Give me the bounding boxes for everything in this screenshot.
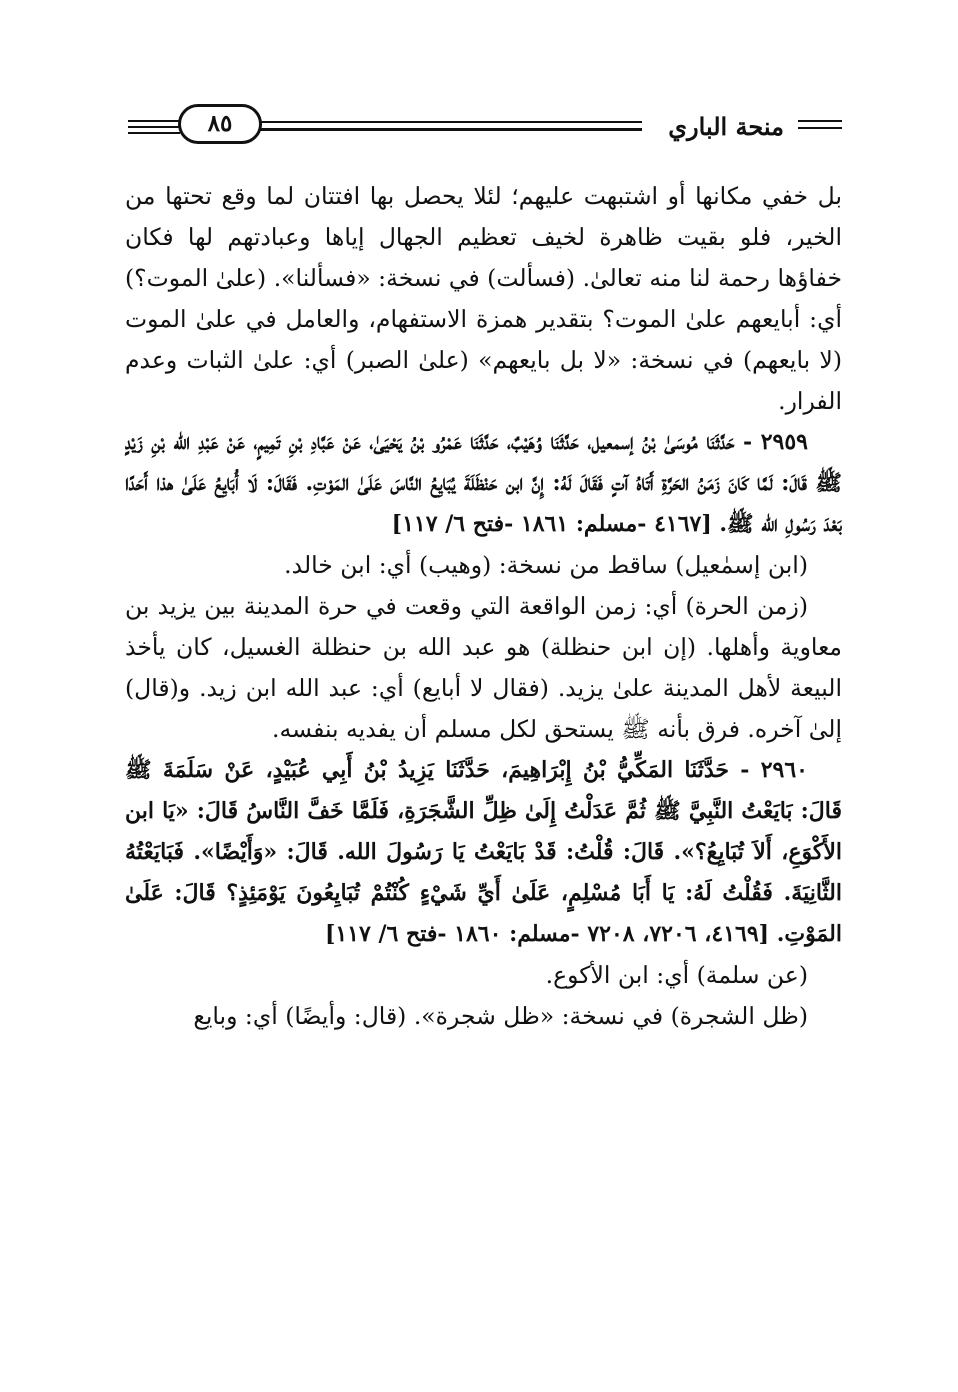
header-rule bbox=[798, 120, 842, 122]
commentary-paragraph: بل خفي مكانها أو اشتبهت عليهم؛ لئلا يحصل بها افتتان لما وقع تحتها من الخير، فلو بقيت ظاهرة لخيف تعظيم الجهال إياها وعبادتهم لها فكان خفاؤها رحمة لنا منه تعالىٰ. (فسألت) في نسخة: «فسألنا». (علىٰ الموت؟) أي: أبايعهم علىٰ الموت؟ بتقدير همزة الاستفهام، والعامل في علىٰ الموت (لا بايعهم) في نسخة: «لا بل بايعهم» (علىٰ الصبر) أي: علىٰ الثبات وعدم الفرار. bbox=[125, 182, 842, 415]
header-rule bbox=[128, 120, 180, 122]
hadith-text: ٢٩٦٠ - حَدَّثَنَا المَكِّيُّ بْنُ إِبْرَاهِيمَ، حَدَّثَنَا يَزِيدُ بْنُ أَبِي عُبَيْدٍ، عَنْ سَلَمَةَ ﷺ قَالَ: بَايَعْتُ النَّبِيَّ ﷺ ثُمَّ عَدَلْتُ إِلَىٰ ظِلِّ الشَّجَرَةِ، فَلَمَّا خَفَّ النَّاسُ قَالَ: «يَا ابن الأَكْوَعِ، أَلاَ تُبَايِعُ؟». قَالَ: قُلْتُ: قَدْ بَايَعْتُ يَا رَسُولَ الله. قَالَ: «وَأَيْضًا». فَبَايَعْتُهُ الثَّانِيَةَ. فَقُلْتُ لَهُ: يَا أَبَا مُسْلِمٍ، عَلَىٰ أَيِّ شَيْءٍ كُنْتُمْ تُبَايِعُونَ يَوْمَئِذٍ؟ قَالَ: عَلَىٰ المَوْتِ. [٤١٦٩، ٧٢٠٦، ٧٢٠٨ -مسلم: ١٨٦٠ -فتح ٦/ ١١٧] bbox=[125, 757, 842, 947]
page-number: ٨٥ bbox=[178, 104, 262, 144]
page-body bbox=[125, 176, 842, 1037]
running-title: منحة الباري bbox=[668, 112, 784, 141]
header-rule bbox=[260, 121, 642, 123]
header-rule bbox=[128, 126, 180, 128]
commentary-paragraph: (ابن إسمٰعيل) ساقط من نسخة: (وهيب) أي: ابن خالد. bbox=[284, 551, 808, 579]
commentary-paragraph: (عن سلمة) أي: ابن الأكوع. bbox=[545, 961, 808, 989]
header-rule bbox=[798, 127, 842, 129]
commentary-paragraph: (ظل الشجرة) في نسخة: «ظل شجرة». (قال: وأيضًا) أي: وبايع bbox=[193, 1002, 808, 1030]
header-rule bbox=[128, 132, 180, 134]
hadith-text: ٢٩٥٩ - حَدَّثَنَا مُوسَىٰ بْنُ إسمعيل، حَدَّثَنَا وُهَيْبٌ، حَدَّثَنَا عَمْرُو بْنُ يَحْيَىٰ، عَنْ عَبَّادِ بْنِ تَمِيمٍ، عَنْ عَبْدِ الله بْنِ زَيْدٍ ﷺ قَالَ: لَمَّا كَانَ زَمَنُ الحَرَّةِ أَتَاهُ آتٍ فَقَالَ لَهُ: إِنَّ ابن حَنْظَلَةَ يُبَايِعُ النَّاسَ عَلَىٰ المَوْتِ. فَقَالَ: لَا أُبَايِعُ عَلَىٰ هذا أَحَدًا بَعْدَ رَسُولِ الله ﷺ. [٤١٦٧ -مسلم: ١٨٦١ -فتح ٦/ ١١٧] bbox=[125, 429, 842, 537]
page-header bbox=[128, 100, 842, 150]
header-rule bbox=[260, 128, 642, 131]
commentary-paragraph: (زمن الحرة) أي: زمن الواقعة التي وقعت في حرة المدينة بين يزيد بن معاوية وأهلها. (إن ابن حنظلة) هو عبد الله بن حنظلة الغسيل، كان يأخذ البيعة لأهل المدينة علىٰ يزيد. (فقال لا أبايع) أي: عبد الله ابن زيد. و(قال) إلىٰ آخره. فرق بأنه ﷺ يستحق لكل مسلم أن يفديه بنفسه. bbox=[125, 592, 842, 743]
